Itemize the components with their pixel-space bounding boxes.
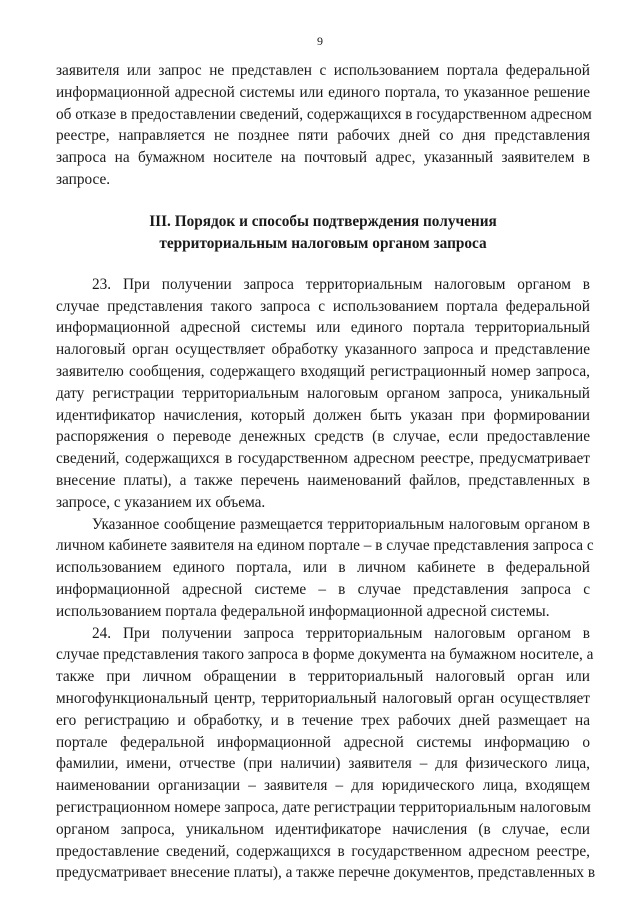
text-line: информационной адресной системы или единого портала территориальный (56, 319, 590, 337)
text-line: случае представления такого запроса с использованием портала федеральной (56, 297, 590, 315)
text-line: запросе, с указанием их объема. (56, 493, 266, 511)
text-line: распоряжения о переводе денежных средств (в случае, если предоставление (56, 428, 590, 446)
text-line: об отказе в предоставлении сведений, содержащихся в государственном адресном (56, 105, 592, 123)
text-line: предоставление сведений, содержащихся в государственном адресном реестре, (56, 842, 590, 860)
paragraph-23 (56, 274, 590, 514)
text-line: реестре, направляется не позднее пяти рабочих дней со дня представления (56, 127, 590, 145)
text-line: использованием единого портала, или в личном кабинете в федеральной (56, 559, 590, 577)
text-line: портале федеральной информационной адресной системы информацию о (56, 733, 590, 751)
text-line: заявителя или запрос не представлен с использованием портала федеральной (56, 62, 590, 79)
heading-line: территориальным налоговым органом запроса (159, 234, 487, 252)
text-line: регистрационном номере запроса, дате регистрации территориальным налоговым (56, 798, 591, 816)
heading-line: III. Порядок и способы подтверждения получения (149, 212, 497, 230)
paragraph-24 (56, 623, 596, 885)
text-line: запросе. (56, 170, 111, 188)
text-line: многофункциональный центр, территориальный налоговый орган осуществляет (56, 689, 590, 707)
text-line: его регистрацию и обработку, и в течение трех рабочих дней размещает на (56, 711, 590, 729)
section-heading (56, 211, 590, 255)
text-line: информационной адресной системы или единого портала, то указанное решение (56, 83, 590, 101)
text-line: идентификатор начисления, который должен быть указан при формировании (56, 406, 590, 424)
text-line: органом запроса, уникальном идентификаторе начисления (в случае, если (56, 820, 590, 838)
text-line: использованием портала федеральной информационной адресной системы. (56, 602, 550, 620)
text-line: фамилии, имени, отчестве (при наличии) заявителя – для физического лица, (56, 755, 590, 773)
text-line: случае представления такого запроса в форме документа на бумажном носителе, а (56, 646, 594, 664)
text-line: личном кабинете заявителя на едином портале – в случае представления запроса с (56, 537, 594, 555)
text-line: 23. При получении запроса территориальным налоговым органом в (92, 275, 590, 293)
document-body (56, 60, 596, 884)
text-line: наименовании организации – заявителя – для юридического лица, входящем (56, 777, 590, 795)
text-line: дату регистрации территориальным налоговым органом запроса, уникальный (56, 384, 590, 402)
text-line: предусматривает внесение платы), а также перечне документов, представленных в (56, 864, 596, 882)
text-line: информационной адресной системе – в случае представления запроса с (56, 580, 590, 598)
text-line: Указанное сообщение размещается территориальным налоговым органом в (92, 515, 590, 533)
text-line: также при личном обращении в территориальный налоговый орган или (56, 668, 590, 686)
intro-paragraph (56, 60, 590, 191)
text-line: внесение платы), а также перечень наименований файлов, представленных в (56, 471, 590, 489)
text-line: запроса на бумажном носителе на почтовый адрес, указанный заявителем в (56, 149, 590, 167)
text-line: сведений, содержащихся в государственном адресном реестре, предусматривает (56, 450, 590, 468)
paragraph-notice (56, 514, 594, 623)
text-line: заявителю сообщения, содержащего входящий регистрационный номер запроса, (56, 362, 590, 380)
text-line: налоговый орган осуществляет обработку указанного запроса и представление (56, 341, 590, 359)
page-number: 9 (317, 34, 323, 48)
text-line: 24. При получении запроса территориальным налоговым органом в (92, 624, 590, 642)
